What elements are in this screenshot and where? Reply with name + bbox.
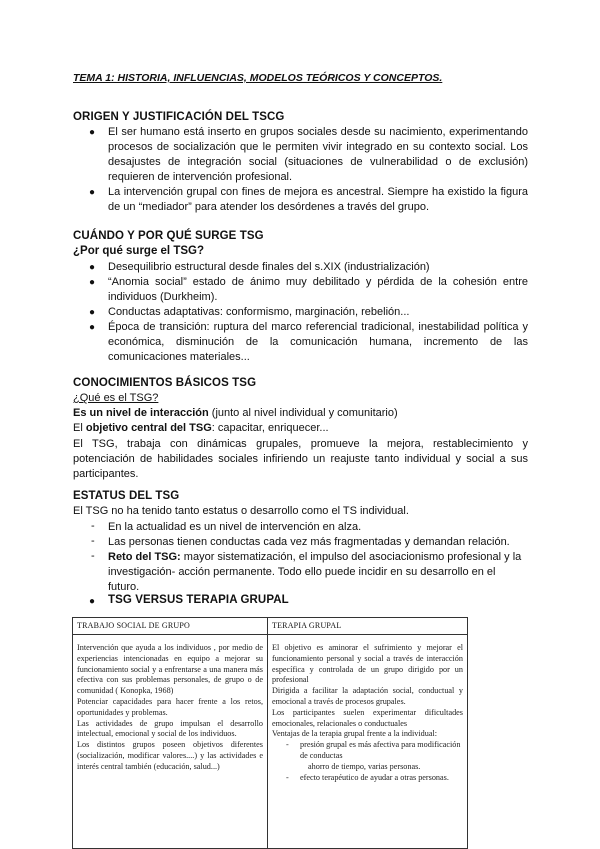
dash-marker-icon: - (91, 535, 95, 547)
comparison-table (72, 617, 468, 849)
question-por-que: ¿Por qué surge el TSG? (73, 245, 204, 257)
cuando-bullet-3: Conductas adaptativas: conformismo, marginación, rebelión... (108, 306, 410, 318)
nivel-interaccion-rest: (junto al nivel individual y comunitario) (208, 407, 398, 419)
dash-marker-icon: - (91, 550, 95, 562)
heading-origen: ORIGEN Y JUSTIFICACIÓN DEL TSCG (73, 111, 285, 123)
bullet-dot-icon: ● (89, 187, 96, 198)
origen-bullet-1: El ser humano está inserto en grupos sociales desde su nacimiento, experimentando procesos de socialización que le permiten vivir integrado en su contexto social. Los desajustes de integración social (situaciones de vulnerabilidad o de exclusión) requieren de intervención profesional. (108, 126, 528, 183)
cuando-bullet-2: “Anomia social” estado de ánimo muy debilitado y pérdida de la cohesión entre individuos (Durkheim). (108, 276, 528, 303)
tsg-objetivos: Los distintos grupos poseen objetivos diferentes (socialización, modificar valores....) y las actividades e interés central también (educación, salud...) (77, 740, 263, 771)
question-que-es: ¿Qué es el TSG? (73, 392, 159, 404)
objetivo-central-line (73, 422, 329, 434)
cuando-bullet-4: Época de transición: ruptura del marco referencial tradicional, inestabilidad política y económica, disminución de la comunicación humana, incremento de las comunicaciones materiales... (108, 321, 528, 363)
terapia-objetivo: El objetivo es aminorar el sufrimiento y mejorar el funcionamiento personal y social a través de interacción específica y controlada de un grupo dirigido por un profesional (272, 643, 463, 685)
reto-rest: mayor sistematización, el impulso del asociacionismo profesional y la investigación- acción permanente. Todo ello puede incidir en su desarrollo en el futuro. (108, 551, 522, 593)
cuando-bullet-1: Desequilibrio estructural desde finales del s.XIX (industrialización) (108, 261, 430, 273)
tsg-potenciar: Potenciar capacidades para hacer frente a los retos, oportunidades y problemas. (77, 696, 263, 717)
bullet-dot-icon: ● (89, 596, 96, 607)
nivel-interaccion-line (73, 407, 398, 419)
objetivo-rest: : capacitar, enriquecer... (211, 422, 329, 434)
bullet-dot-icon: ● (89, 277, 96, 288)
nivel-interaccion-bold: Es un nivel de interacción (73, 407, 209, 419)
dash-marker-icon: - (286, 772, 289, 782)
bullet-dot-icon: ● (89, 322, 96, 333)
table-column-tsg (73, 618, 267, 848)
objetivo-pre: El (73, 422, 86, 434)
terapia-dirigida: Dirigida a facilitar la adaptación social, conductual y emocional a través de procesos grupales. (272, 686, 463, 706)
objetivo-bold: objetivo central del TSG (85, 422, 212, 434)
bullet-dot-icon: ● (89, 307, 96, 318)
reto-bold: Reto del TSG: (108, 551, 181, 563)
table-header-terapia: TERAPIA GRUPAL (272, 621, 342, 630)
bullet-dot-icon: ● (89, 262, 96, 273)
heading-versus: TSG VERSUS TERAPIA GRUPAL (108, 594, 289, 606)
origen-bullet-2: La intervención grupal con fines de mejora es ancestral. Siempre ha existido la figura de un “mediador” para atender los desórdenes a través del grupo. (108, 186, 528, 213)
terapia-ventajas: Ventajas de la terapia grupal frente a la individual: (272, 729, 438, 739)
estatus-dash-2: Las personas tienen conductas cada vez más fragmentadas y demandan relación. (108, 536, 510, 548)
estatus-dash-1: En la actualidad es un nivel de intervención en alza. (108, 521, 362, 533)
terapia-ventaja-2-text: efecto terapéutico de ayudar a otras personas. (300, 772, 449, 782)
tsg-definition: Intervención que ayuda a los individuos , por medio de experiencias intencionadas en equipo a mejorar su funcionamiento social y a enfrentarse a una manera más efectiva con sus problemas personales, de grupo o de comunidad ( Konopka, 1968) (77, 643, 263, 696)
dash-marker-icon: - (286, 740, 289, 750)
terapia-ventaja-1-text: presión grupal es más afectiva para modificación de conductas (300, 740, 461, 760)
document-title: TEMA 1: HISTORIA, INFLUENCIAS, MODELOS TEÓRICOS Y CONCEPTOS. (73, 72, 443, 84)
bullet-dot-icon: ● (89, 127, 96, 138)
terapia-ventaja-2 (272, 773, 463, 784)
dash-marker-icon: - (91, 520, 95, 532)
heading-estatus: ESTATUS DEL TSG (73, 490, 180, 502)
heading-cuando: CUÁNDO Y POR QUÉ SURGE TSG (73, 230, 264, 242)
conocimientos-paragraph: El TSG, trabaja con dinámicas grupales, promueve la mejora, restablecimiento y potenciación de habilidades sociales infiriendo un reajuste tanto individual y social a sus participantes. (73, 438, 528, 480)
tsg-cell (77, 643, 263, 773)
estatus-intro: El TSG no ha tenido tanto estatus o desarrollo como el TS individual. (73, 505, 409, 517)
estatus-dash-3 (108, 550, 528, 595)
tsg-actividades: Las actividades de grupo impulsan el desarrollo intelectual, emocional y social de los individuos. (77, 718, 263, 739)
table-column-terapia (268, 618, 467, 848)
terapia-cell (272, 643, 463, 783)
terapia-ventaja-1b: ahorro de tiempo, varias personas. (308, 761, 421, 771)
terapia-ventaja-1 (272, 740, 463, 762)
table-header-tsg: TRABAJO SOCIAL DE GRUPO (77, 621, 190, 630)
terapia-participantes: Los participantes suelen experimentar dificultades emocionales, relacionales o conductuales (272, 707, 463, 728)
heading-conocimientos: CONOCIMIENTOS BÁSICOS TSG (73, 377, 257, 389)
